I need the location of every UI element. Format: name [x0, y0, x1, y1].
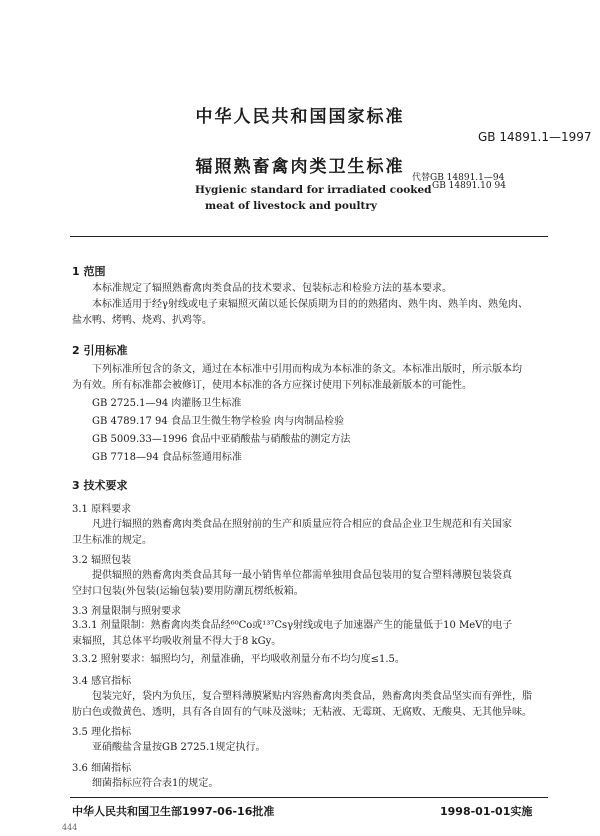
clause-3-3-heading: 3.3 剂量限制与照射要求 — [72, 606, 182, 617]
clause-3-2-text-b: 空封口包装(外包装(运输包装)要用防潮瓦楞纸板箱。 — [72, 586, 304, 597]
section-2-heading: 2 引用标准 — [72, 344, 128, 357]
reference-item: GB 7718—94 食品标签通用标准 — [92, 452, 242, 463]
clause-3-4-text-a: 包装完好，袋内为负压，复合塑料薄膜紧贴内容熟畜禽肉类食品，熟畜禽肉类食品坚实而有弹性，脂 — [92, 691, 532, 702]
reference-item: GB 4789.17 94 食品卫生微生物学检验 肉与肉制品检验 — [92, 416, 345, 427]
clause-3-1-text-b: 卫生标准的规定。 — [72, 535, 152, 546]
clause-3-5-text: 亚硝酸盐含量按GB 2725.1规定执行。 — [92, 742, 266, 753]
section-1-paragraph-2b: 盐水鸭、烤鸭、烧鸡、扒鸡等。 — [72, 315, 212, 326]
clause-3-6-heading: 3.6 细菌指标 — [72, 763, 132, 774]
standard-number: GB 14891.1—1997 — [478, 130, 592, 144]
clause-3-1-heading: 3.1 原料要求 — [72, 504, 132, 515]
clause-3-3-1-text-a: 3.3.1 剂量限制：熟畜禽肉类食品经⁶⁰Co或¹³⁷Csγ射线或电子加速器产生的能量低于10 MeV的电子 — [72, 620, 513, 631]
section-2-paragraph-a: 下列标准所包含的条文，通过在本标准中引用而构成为本标准的条文。本标准出版时，所示版本均 — [92, 364, 522, 375]
clause-3-3-2-text: 3.3.2 照射要求：辐照均匀，剂量准确，平均吸收剂量分布不均匀度≤1.5。 — [72, 654, 405, 665]
reference-item: GB 5009.33—1996 食品中亚硝酸盐与硝酸盐的测定方法 — [92, 434, 351, 445]
clause-3-6-text: 细菌指标应符合表1的规定。 — [92, 778, 219, 789]
section-3-heading: 3 技术要求 — [72, 479, 128, 492]
english-title-line-1: Hygienic standard for irradiated cooked — [195, 184, 432, 196]
clause-3-4-heading: 3.4 感官指标 — [72, 676, 132, 687]
header-rule — [70, 236, 548, 237]
effective-date-line: 1998-01-01实施 — [440, 805, 533, 818]
replaces-line-1: 代替GB 14891.1—94 — [412, 173, 505, 183]
clause-3-2-text-a: 提供辐照的熟畜禽肉类食品其每一最小销售单位都需单独用食品包装用的复合塑料薄膜包装袋真 — [92, 570, 512, 581]
clause-3-2-heading: 3.2 辐照包装 — [72, 555, 132, 566]
approval-line: 中华人民共和国卫生部1997-06-16批准 — [72, 805, 275, 818]
section-1-paragraph-1: 本标准规定了辐照熟畜禽肉类食品的技术要求、包装标志和检验方法的基本要求。 — [92, 283, 452, 294]
english-title-line-2: meat of livestock and poultry — [205, 200, 378, 212]
page-number: 444 — [62, 823, 78, 832]
national-standard-heading: 中华人民共和国国家标准 — [195, 107, 405, 127]
clause-3-1-text-a: 凡进行辐照的熟畜禽肉类食品在照射前的生产和质量应符合相应的食品企业卫生规范和有关国家 — [92, 519, 512, 530]
reference-item: GB 2725.1—94 肉灌肠卫生标准 — [92, 398, 242, 409]
section-2-paragraph-b: 为有效。所有标准都会被修订，使用本标准的各方应探讨使用下列标准最新版本的可能性。 — [72, 380, 472, 391]
clause-3-4-text-b: 肪白色或微黄色、透明，具有各自固有的气味及滋味；无粘液、无霉斑、无腐败、无酸臭、无其他异味。 — [72, 707, 532, 718]
document-title: 辐照熟畜禽肉类卫生标准 — [195, 157, 405, 177]
section-1-paragraph-2a: 本标准适用于经γ射线或电子束辐照灭菌以延长保质期为目的的熟猪肉、熟牛肉、熟羊肉、熟兔肉、 — [92, 299, 528, 310]
footer-rule — [70, 797, 548, 798]
replaces-line-2: GB 14891.10 94 — [432, 181, 506, 191]
clause-3-3-1-text-b: 束辐照，其总体平均吸收剂量不得大于8 kGy。 — [72, 636, 282, 647]
clause-3-5-heading: 3.5 理化指标 — [72, 727, 132, 738]
section-1-heading: 1 范围 — [72, 265, 106, 278]
